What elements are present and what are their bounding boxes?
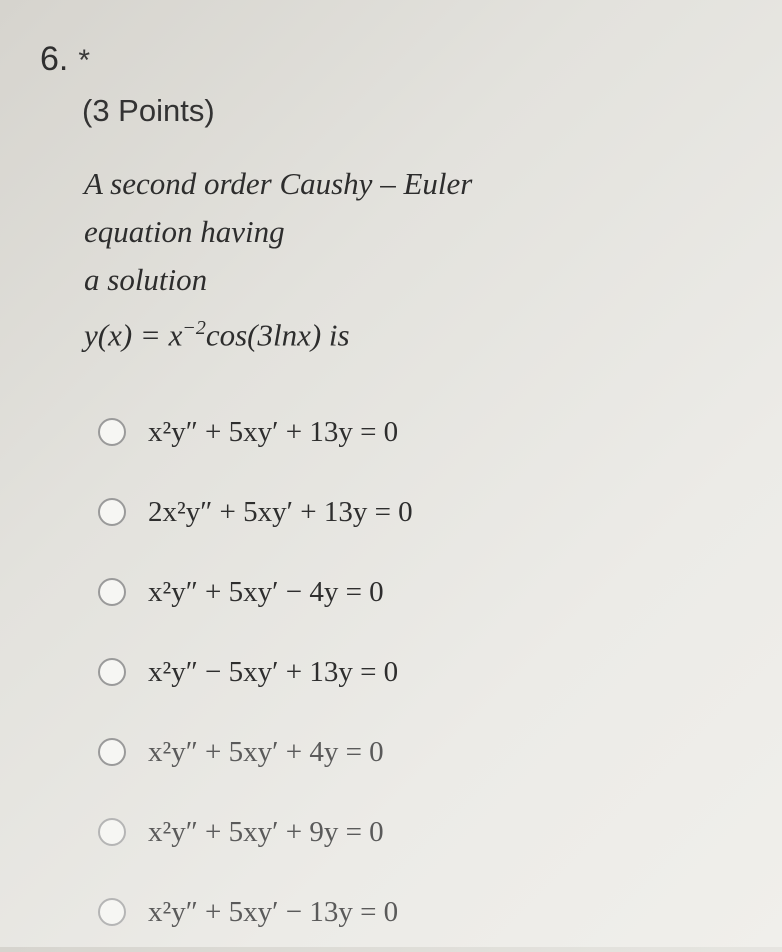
- solution-exponent: −2: [182, 317, 206, 339]
- question-number-text: 6.: [40, 40, 69, 78]
- radio-button-option-6[interactable]: [98, 818, 126, 846]
- prompt-line-3: a solution: [84, 262, 208, 297]
- answer-options: [98, 392, 698, 952]
- radio-button-option-4[interactable]: [98, 658, 126, 686]
- option-3[interactable]: [98, 552, 698, 632]
- solution-suffix: cos(3lnx) is: [205, 317, 350, 353]
- radio-button-option-7[interactable]: [98, 898, 126, 926]
- option-6[interactable]: [98, 792, 698, 872]
- option-5-label[interactable]: x²y″ + 5xy′ + 4y = 0: [148, 735, 384, 768]
- radio-button-option-2[interactable]: [98, 498, 126, 526]
- prompt-line-1: A second order Caushy – Euler: [84, 166, 473, 201]
- option-2-label[interactable]: 2x²y″ + 5xy′ + 13y = 0: [148, 495, 413, 528]
- question-prompt: [84, 160, 604, 359]
- option-7-label[interactable]: x²y″ + 5xy′ − 13y = 0: [148, 895, 399, 928]
- option-1[interactable]: [98, 392, 698, 472]
- question-points: (3 Points): [82, 93, 215, 128]
- radio-button-option-1[interactable]: [98, 418, 126, 446]
- option-2[interactable]: [98, 472, 698, 552]
- required-asterisk: *: [78, 44, 91, 77]
- solution-prefix: y(x) = x: [84, 317, 183, 353]
- prompt-solution-line: [84, 304, 604, 359]
- radio-button-option-3[interactable]: [98, 578, 126, 606]
- option-3-label[interactable]: x²y″ + 5xy′ − 4y = 0: [148, 575, 384, 608]
- option-4[interactable]: [98, 632, 698, 712]
- radio-button-option-5[interactable]: [98, 738, 126, 766]
- prompt-line-2: equation having: [84, 214, 285, 249]
- option-7[interactable]: [98, 872, 698, 952]
- option-5[interactable]: [98, 712, 698, 792]
- question-number: [40, 40, 90, 79]
- option-6-label[interactable]: x²y″ + 5xy′ + 9y = 0: [148, 815, 384, 848]
- option-1-label[interactable]: x²y″ + 5xy′ + 13y = 0: [148, 415, 399, 448]
- option-4-label[interactable]: x²y″ − 5xy′ + 13y = 0: [148, 655, 399, 688]
